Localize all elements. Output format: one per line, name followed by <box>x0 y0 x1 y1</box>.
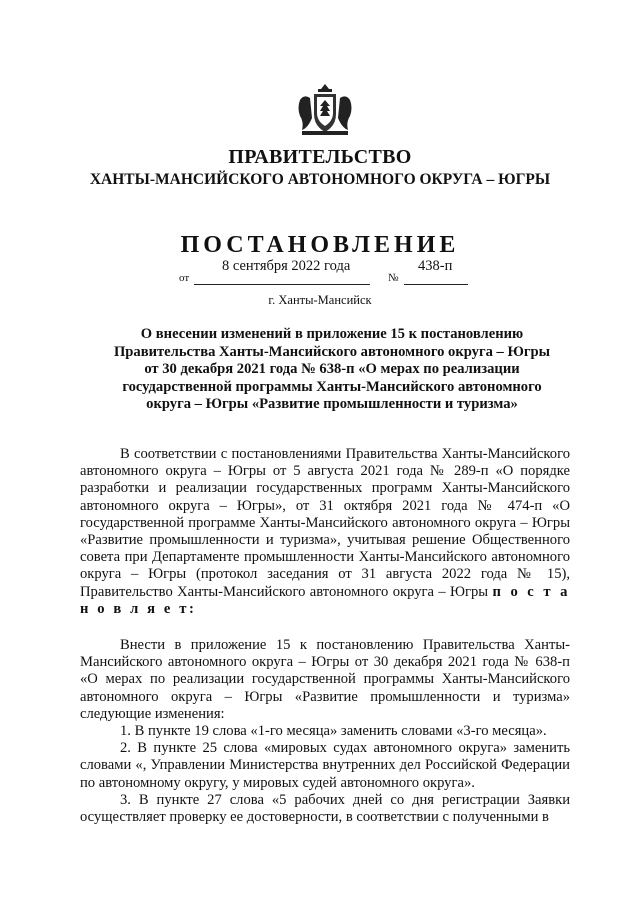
title-line: государственной программы Ханты-Мансийского автономного <box>122 378 542 395</box>
title-line: Правительства Ханты-Мансийского автономного округа – Югры <box>113 343 551 360</box>
list-item-1: 1. В пункте 19 слова «1-го месяца» заменить словами «3-го месяца». <box>120 723 547 740</box>
decree-word: п о с т а н о в л я е т: <box>80 583 570 617</box>
document-date: 8 сентября 2022 года <box>222 258 351 274</box>
preamble-paragraph <box>80 446 570 618</box>
coat-of-arms-icon <box>296 82 354 138</box>
title-line: от 30 декабря 2021 года № 638-п «О мерах по реализации <box>144 361 520 377</box>
date-underline <box>194 284 370 285</box>
preamble-text: В соответствии с постановлениями Правительства Ханты-Мансийского автономного округа – Югры от 5 августа 2021 года № 289-п «О порядке разработки и реализации государственных программ Ханты-Мансийского автономного округа – Югры», от 31 октября 2021 года № 474-п «О государственной программе Ханты-Мансийского автономного округа – Югры «Развитие промышленности и туризма», учитывая решение Общественного совета при Департаменте промышленности Ханты-Мансийского автономного округа – Югры (протокол заседания от 31 августа 2022 года № 15), Правительство Ханты-Мансийского автономного округа – Югры <box>80 446 570 600</box>
document-number: 438-п <box>418 258 453 274</box>
org-name-line2: ХАНТЫ-МАНСИЙСКОГО АВТОНОМНОГО ОКРУГА – ЮГРЫ <box>89 171 551 188</box>
title-line: округа – Югры «Развитие промышленности и туризма» <box>146 396 518 412</box>
number-prefix: № <box>388 272 399 284</box>
document-city: г. Ханты-Мансийск <box>268 293 372 307</box>
document-title <box>96 326 568 414</box>
date-prefix: от <box>179 272 190 284</box>
number-underline <box>404 284 468 285</box>
intro-paragraph: Внести в приложение 15 к постановлению Правительства Ханты-Мансийского автономного округа – Югры от 30 декабря 2021 года № 638-п «О мерах по реализации государственной программы Ханты-Мансийского автономного округа – Югры «Развитие промышленности и туризма» следующие изменения: <box>80 637 570 722</box>
document-body <box>80 446 570 826</box>
list-item-2: 2. В пункте 25 слова «мировых судах автономного округа» заменить словами «, Управлении Министерства внутренних дел Российской Федерации по автономному округу, у мировых судей автономного округа». <box>80 740 570 791</box>
org-name-line1: ПРАВИТЕЛЬСТВО <box>228 146 412 168</box>
document-type: ПОСТАНОВЛЕНИЕ <box>180 232 460 258</box>
title-line: О внесении изменений в приложение 15 к постановлению <box>140 326 524 342</box>
list-item-3: 3. В пункте 27 слова «5 рабочих дней со дня регистрации Заявки осуществляет проверку ее достоверности, в соответствии с полученными в <box>80 791 570 826</box>
